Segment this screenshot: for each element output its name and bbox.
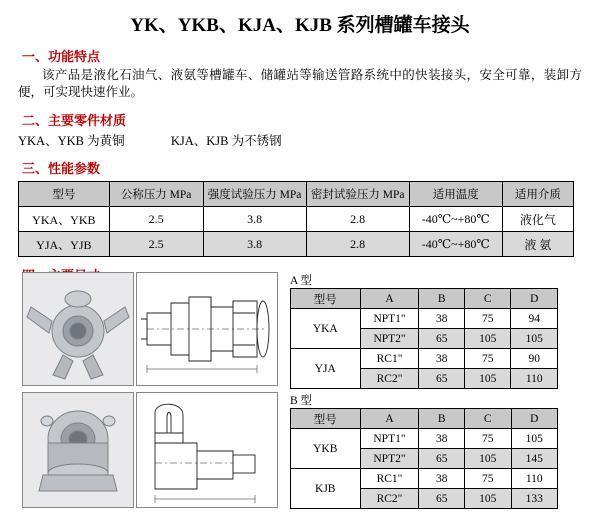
cell-c: 75	[465, 469, 511, 489]
col-nominal-pressure: 公称压力 MPa	[109, 182, 203, 207]
table-row	[19, 232, 574, 257]
table-header-row	[19, 182, 574, 207]
col-model: 型号	[19, 182, 110, 207]
cell-temp: -40℃~+80℃	[409, 207, 502, 232]
dimension-table-b-wrap	[290, 408, 558, 509]
cell-a: NPT2"	[360, 449, 419, 469]
col-c: C	[465, 289, 511, 309]
cell-d: 110	[511, 369, 558, 389]
dimension-table-a-wrap	[290, 288, 558, 389]
cell-d: 90	[511, 349, 558, 369]
dimension-table-b	[290, 408, 558, 509]
cell-model-group: KJB	[291, 469, 361, 509]
table-row	[291, 429, 558, 449]
cell-c: 75	[465, 309, 511, 329]
col-b: B	[419, 409, 465, 429]
col-c: C	[465, 409, 511, 429]
cell-strength: 3.8	[203, 207, 306, 232]
cell-a: RC2"	[360, 369, 419, 389]
section-heading-features: 一、功能特点	[22, 49, 101, 64]
cell-d: 94	[511, 309, 558, 329]
cell-a: RC2"	[360, 489, 419, 509]
table-row	[291, 349, 558, 369]
cell-c: 75	[465, 349, 511, 369]
cell-strength: 3.8	[203, 232, 306, 257]
cell-d: 145	[511, 449, 558, 469]
label-type-a: A 型	[290, 275, 313, 287]
cell-medium: 液化气	[502, 207, 573, 232]
col-d: D	[511, 409, 558, 429]
cell-nominal: 2.5	[109, 232, 203, 257]
col-model: 型号	[291, 409, 361, 429]
cell-d: 110	[511, 469, 558, 489]
cell-b: 38	[419, 349, 465, 369]
col-a: A	[360, 289, 419, 309]
col-temperature: 适用温度	[409, 182, 502, 207]
cell-c: 75	[465, 429, 511, 449]
photo-coupling-brass	[22, 272, 134, 386]
cell-model: YKA、YKB	[19, 207, 110, 232]
drawing-type-b	[136, 392, 278, 508]
cell-a: RC1"	[360, 469, 419, 489]
cell-a: NPT1"	[360, 429, 419, 449]
table-row	[19, 207, 574, 232]
col-b: B	[419, 289, 465, 309]
cell-b: 65	[419, 489, 465, 509]
table-row	[291, 469, 558, 489]
cell-d: 105	[511, 429, 558, 449]
photo-coupling-flange	[22, 392, 134, 508]
cell-c: 105	[465, 369, 511, 389]
dimension-table-a	[290, 288, 558, 389]
page-title: YK、YKB、KJA、KJB 系列槽罐车接头	[130, 15, 470, 36]
section-heading-material: 二、主要零件材质	[22, 113, 127, 128]
cell-c: 105	[465, 449, 511, 469]
cell-d: 133	[511, 489, 558, 509]
cell-seal: 2.8	[306, 207, 409, 232]
col-model: 型号	[291, 289, 361, 309]
col-seal-pressure: 密封试验压力 MPa	[306, 182, 409, 207]
material-line-right: KJA、KJB 为不锈钢	[170, 134, 282, 148]
cell-a: NPT2"	[360, 329, 419, 349]
section-heading-performance: 三、性能参数	[22, 161, 101, 176]
material-line-left: YKA、YKB 为黄铜	[18, 134, 125, 148]
cell-c: 105	[465, 489, 511, 509]
cell-temp: -40℃~+80℃	[409, 232, 502, 257]
cell-nominal: 2.5	[109, 207, 203, 232]
col-strength-pressure: 强度试验压力 MPa	[203, 182, 306, 207]
col-a: A	[360, 409, 419, 429]
cell-a: NPT1"	[360, 309, 419, 329]
cell-b: 65	[419, 449, 465, 469]
features-body: 该产品是液化石油气、液氨等槽罐车、储罐站等输送管路系统中的快装接头，安全可靠，装卸方便，可实现快速作业。	[18, 68, 582, 99]
cell-b: 38	[419, 469, 465, 489]
cell-model-group: YKA	[291, 309, 361, 349]
cell-seal: 2.8	[306, 232, 409, 257]
table-row	[291, 309, 558, 329]
material-lines	[18, 131, 600, 149]
cell-a: RC1"	[360, 349, 419, 369]
cell-c: 105	[465, 329, 511, 349]
cell-model: YJA、YJB	[19, 232, 110, 257]
cell-d: 105	[511, 329, 558, 349]
col-medium: 适用介质	[502, 182, 573, 207]
drawing-type-a	[136, 272, 278, 386]
performance-table	[18, 181, 574, 257]
cell-b: 65	[419, 329, 465, 349]
cell-b: 65	[419, 369, 465, 389]
label-type-b: B 型	[290, 395, 313, 407]
table-header-row	[291, 409, 558, 429]
cell-model-group: YKB	[291, 429, 361, 469]
cell-model-group: YJA	[291, 349, 361, 389]
cell-medium: 液 氨	[502, 232, 573, 257]
cell-b: 38	[419, 309, 465, 329]
table-header-row	[291, 289, 558, 309]
cell-b: 38	[419, 429, 465, 449]
col-d: D	[511, 289, 558, 309]
